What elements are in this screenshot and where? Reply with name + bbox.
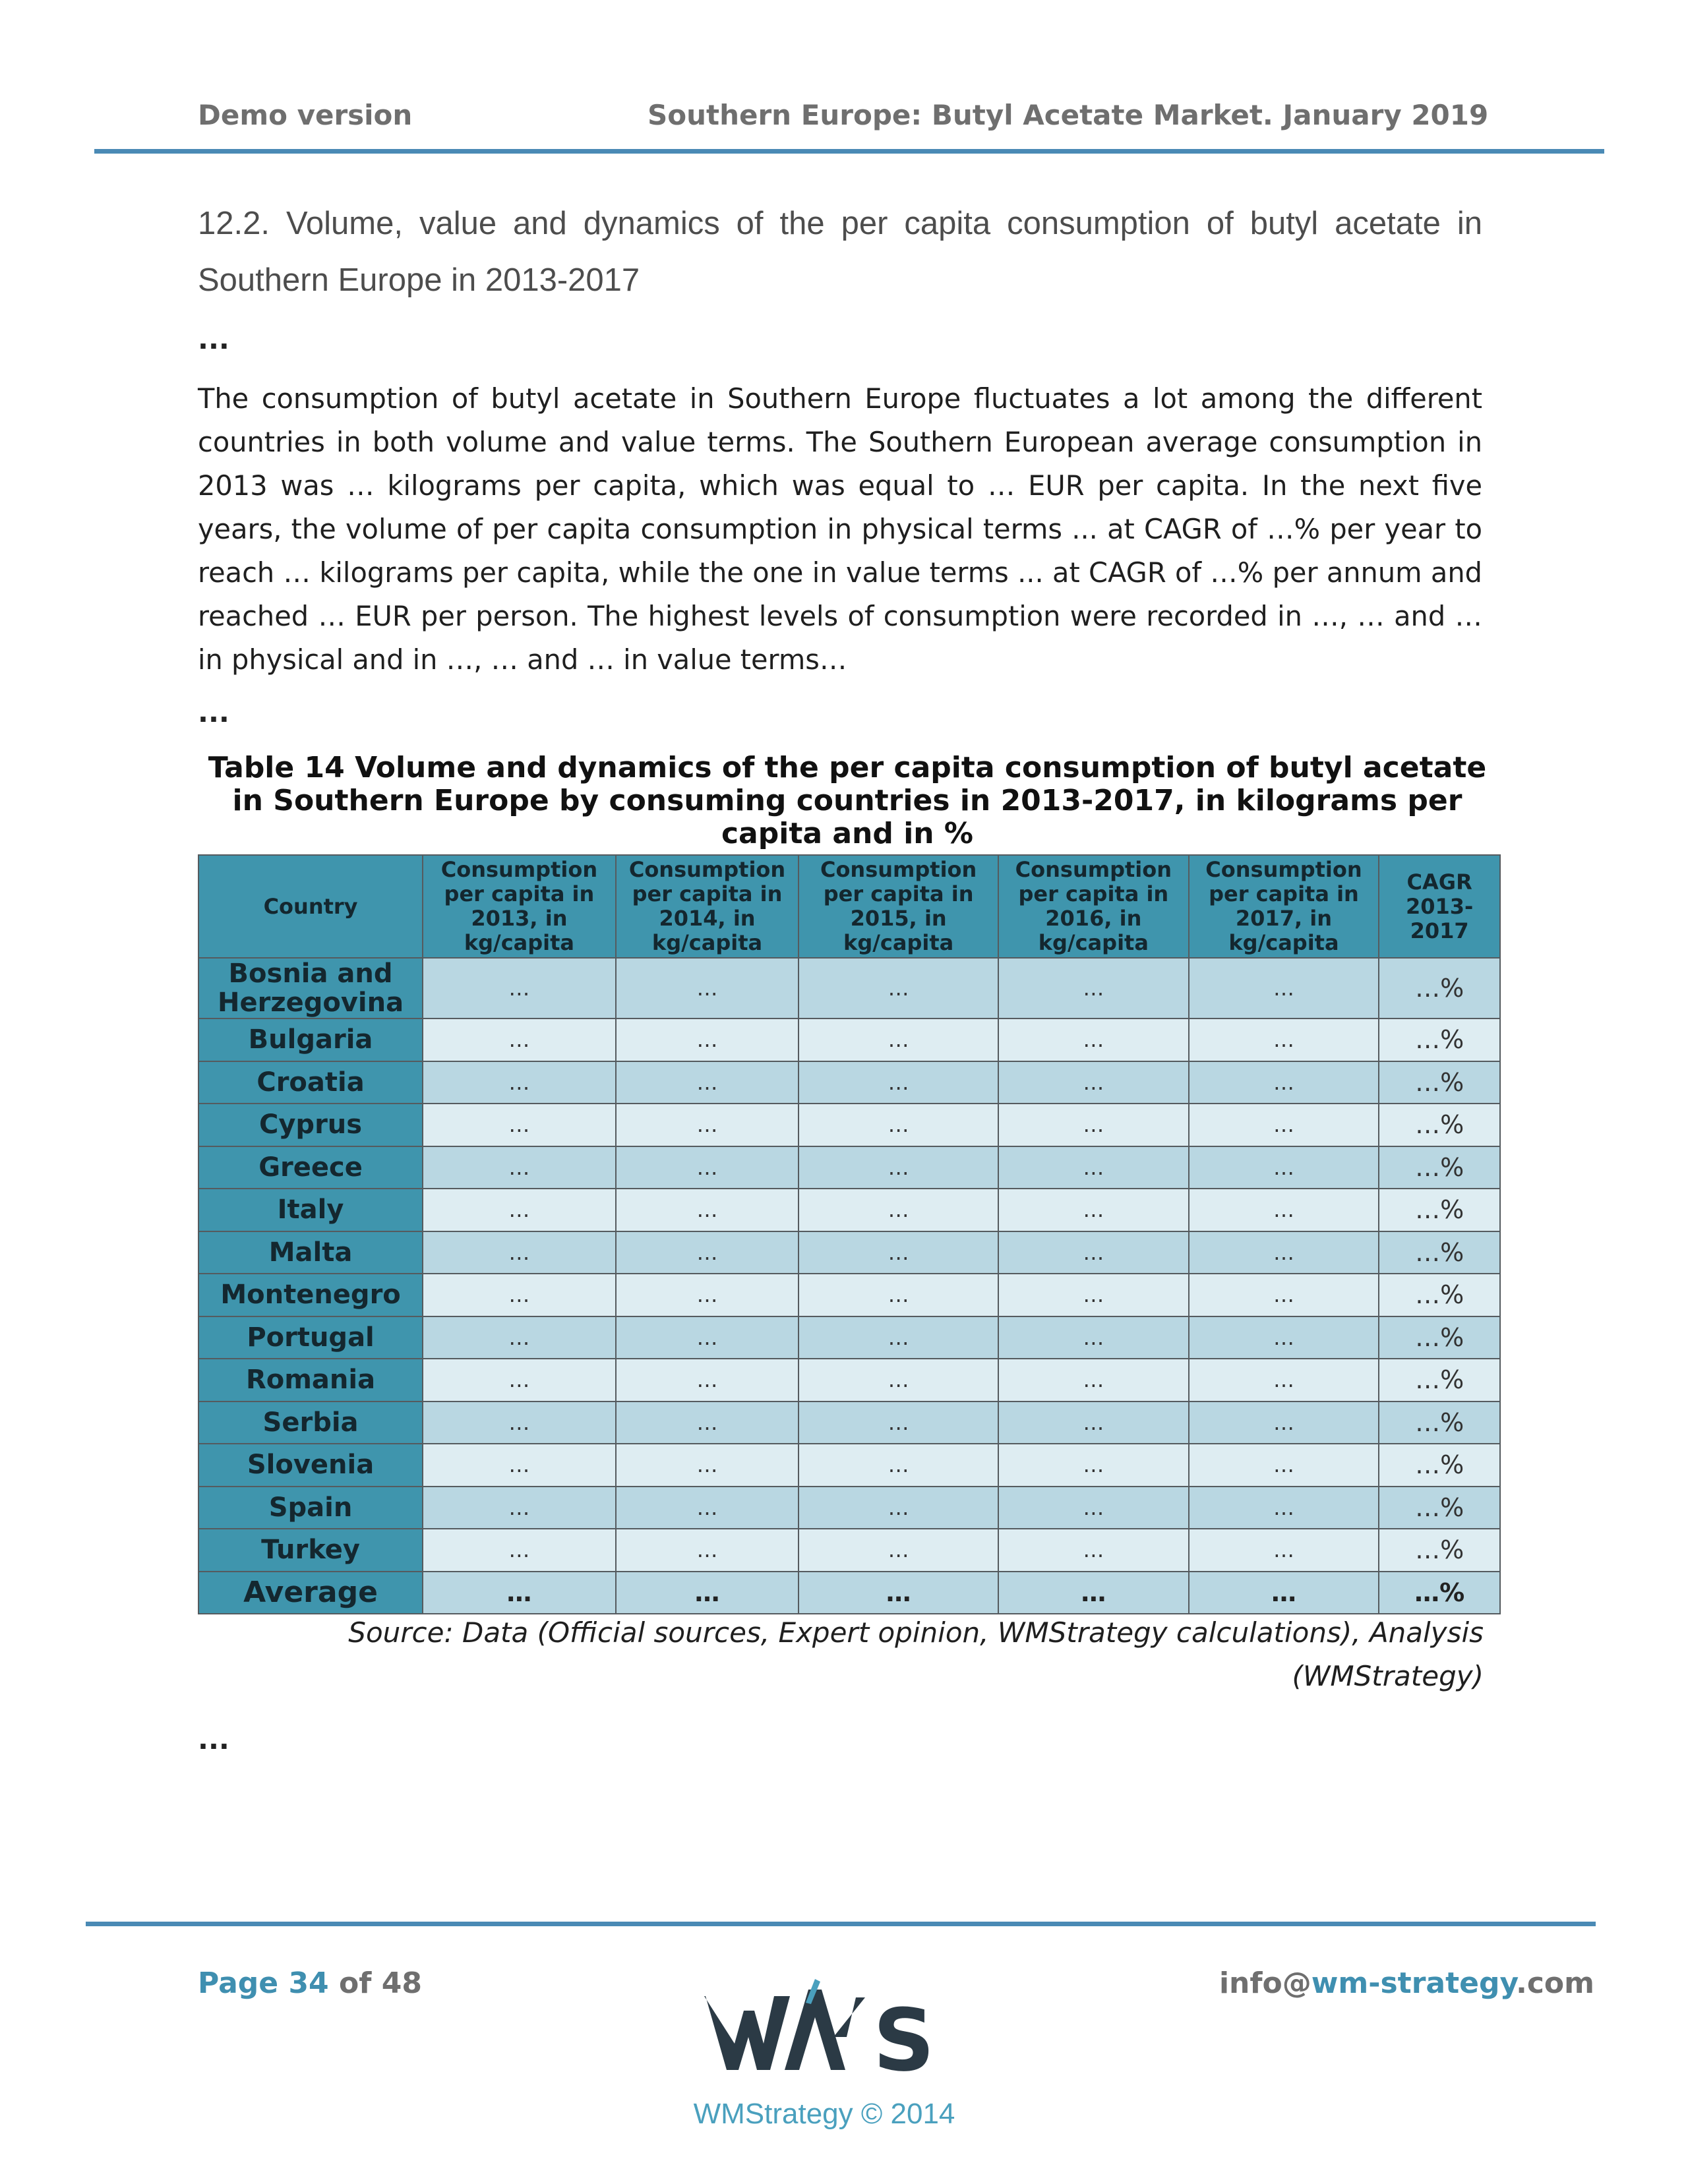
value-cell: … [998,1189,1189,1231]
page-total: 48 [381,1966,422,2000]
country-cell: Portugal [198,1316,423,1359]
table-row [198,958,1500,1018]
page-of: of [339,1966,372,2000]
value-cell: … [1189,1018,1379,1061]
country-cell: Turkey [198,1529,423,1572]
value-cell: … [799,1529,998,1572]
value-cell: … [423,958,616,1018]
cagr-cell: …% [1379,1189,1500,1231]
value-cell: … [1189,1529,1379,1572]
value-cell: … [616,1444,799,1487]
value-cell: … [1189,1487,1379,1529]
logo-caption: WMStrategy © 2014 [693,2098,955,2130]
country-cell: Slovenia [198,1444,423,1487]
value-cell: … [423,1189,616,1231]
country-cell: Greece [198,1146,423,1189]
table-row [198,1487,1500,1529]
table-header-row [198,855,1500,958]
page-word: Page [198,1966,279,2000]
value-cell: … [616,1529,799,1572]
section-heading: 12.2. Volume, value and dynamics of the per capita consumption of butyl acetate in Southern Europe in 2013-2017 [198,206,1482,298]
value-cell: … [616,1104,799,1146]
value-cell: … [616,1572,799,1614]
value-cell: … [423,1018,616,1061]
value-cell: … [1189,1104,1379,1146]
value-cell: … [1189,1316,1379,1359]
value-cell: … [998,1444,1189,1487]
value-cell: … [1189,1274,1379,1316]
header-cagr: CAGR 2013-2017 [1379,855,1500,958]
value-cell: … [423,1061,616,1104]
table-row [198,1189,1500,1231]
page-number [198,1966,422,2000]
body-paragraph: The consumption of butyl acetate in Southern Europe fluctuates a lot among the different countries in both volume and value terms. The Southern European average consumption in 2013 was … kilograms per capita, which was equal to … EUR per capita. In the next five years, the volume of per capita consumption in physical terms ... at CAGR of …% per year to reach … kilograms per capita, while the one in value terms ... at CAGR of …% per annum and reached … EUR per person. The highest levels of consumption were recorded in …, … and … in physical and in …, … and … in value terms… [198,382,1482,676]
table-source: Source: Data (Official sources, Expert opinion, WMStrategy calculations), Analysis (WMStrategy) [348,1616,1484,1692]
country-cell: Croatia [198,1061,423,1104]
value-cell: … [616,1316,799,1359]
value-cell: … [1189,1189,1379,1231]
cagr-cell: …% [1379,1572,1500,1614]
header-2013: Consumption per capita in 2013, in kg/capita [423,855,616,958]
value-cell: … [799,1316,998,1359]
value-cell: … [616,1146,799,1189]
ellipsis-bottom: ... [198,1723,229,1756]
value-cell: … [616,1061,799,1104]
header-2014: Consumption per capita in 2014, in kg/capita [616,855,799,958]
value-cell: … [799,958,998,1018]
cagr-cell: …% [1379,1274,1500,1316]
table-row [198,1359,1500,1402]
header-report-title: Southern Europe: Butyl Acetate Market. January 2019 [648,99,1489,131]
value-cell: … [1189,1231,1379,1274]
value-cell: … [616,1487,799,1529]
cagr-cell: …% [1379,1444,1500,1487]
value-cell: … [1189,1444,1379,1487]
value-cell: … [1189,1061,1379,1104]
value-cell: … [1189,1146,1379,1189]
footer-divider [86,1922,1596,1926]
value-cell: … [423,1146,616,1189]
country-cell: Montenegro [198,1274,423,1316]
table-row [198,1316,1500,1359]
value-cell: … [998,958,1189,1018]
value-cell: … [998,1487,1189,1529]
header-2016: Consumption per capita in 2016, in kg/capita [998,855,1189,958]
value-cell: … [799,1231,998,1274]
value-cell: … [998,1529,1189,1572]
country-cell: Spain [198,1487,423,1529]
value-cell: … [423,1402,616,1444]
value-cell: … [423,1104,616,1146]
country-cell: Bosnia and Herzegovina [198,958,423,1018]
value-cell: … [799,1104,998,1146]
value-cell: … [998,1274,1189,1316]
ellipsis-top: ... [198,323,229,355]
country-cell: Serbia [198,1402,423,1444]
value-cell: … [616,1274,799,1316]
email-tld: .com [1516,1966,1594,2000]
page-current: 34 [288,1966,329,2000]
cagr-cell: …% [1379,1231,1500,1274]
contact-email[interactable] [1219,1966,1594,2000]
country-cell: Italy [198,1189,423,1231]
table-row [198,1146,1500,1189]
value-cell: … [423,1231,616,1274]
cagr-cell: …% [1379,1146,1500,1189]
header-demo-label: Demo version [198,99,413,131]
consumption-table [198,854,1501,1614]
value-cell: … [799,1359,998,1402]
table-row [198,1104,1500,1146]
table-caption: Table 14 Volume and dynamics of the per capita consumption of butyl acetate in Southern Europe by consuming countries in 2013-2017, in kilograms per capita and in % [208,751,1487,850]
value-cell: … [423,1529,616,1572]
value-cell: … [998,1572,1189,1614]
value-cell: … [423,1316,616,1359]
table-average-row [198,1572,1500,1614]
value-cell: … [998,1146,1189,1189]
table-row [198,1274,1500,1316]
value-cell: … [616,1402,799,1444]
value-cell: … [423,1572,616,1614]
header-2015: Consumption per capita in 2015, in kg/capita [799,855,998,958]
value-cell: … [423,1487,616,1529]
email-domain: wm-strategy [1311,1966,1517,2000]
ellipsis-middle: ... [198,696,229,728]
value-cell: … [1189,958,1379,1018]
value-cell: … [799,1018,998,1061]
cagr-cell: …% [1379,1061,1500,1104]
value-cell: … [799,1402,998,1444]
table-row [198,1402,1500,1444]
table-row [198,1061,1500,1104]
cagr-cell: …% [1379,1104,1500,1146]
header-2017: Consumption per capita in 2017, in kg/capita [1189,855,1379,958]
value-cell: … [799,1146,998,1189]
value-cell: … [799,1487,998,1529]
country-cell: Romania [198,1359,423,1402]
cagr-cell: …% [1379,1529,1500,1572]
table-row [198,1444,1500,1487]
cagr-cell: …% [1379,1018,1500,1061]
cagr-cell: …% [1379,1487,1500,1529]
value-cell: … [799,1444,998,1487]
country-cell: Malta [198,1231,423,1274]
value-cell: … [1189,1402,1379,1444]
value-cell: … [799,1274,998,1316]
country-cell: Cyprus [198,1104,423,1146]
table-row [198,1018,1500,1061]
table-row [198,1529,1500,1572]
cagr-cell: …% [1379,1316,1500,1359]
cagr-cell: …% [1379,1359,1500,1402]
value-cell: … [616,1018,799,1061]
value-cell: … [799,1189,998,1231]
value-cell: … [799,1061,998,1104]
value-cell: … [1189,1572,1379,1614]
value-cell: … [998,1402,1189,1444]
value-cell: … [799,1572,998,1614]
value-cell: … [998,1231,1189,1274]
value-cell: … [423,1444,616,1487]
value-cell: … [1189,1359,1379,1402]
country-cell: Bulgaria [198,1018,423,1061]
value-cell: … [998,1061,1189,1104]
value-cell: … [998,1018,1189,1061]
wms-logo [686,1971,963,2090]
email-user: info@ [1219,1966,1311,2000]
table-row [198,1231,1500,1274]
value-cell: … [998,1104,1189,1146]
cagr-cell: …% [1379,958,1500,1018]
cagr-cell: …% [1379,1402,1500,1444]
svg-text:S: S [873,1990,935,2090]
value-cell: … [616,1359,799,1402]
country-cell: Average [198,1572,423,1614]
header-country: Country [198,855,423,958]
value-cell: … [616,1231,799,1274]
header-divider [94,149,1604,154]
value-cell: … [998,1316,1189,1359]
value-cell: … [616,958,799,1018]
value-cell: … [423,1359,616,1402]
value-cell: … [998,1359,1189,1402]
value-cell: … [423,1274,616,1316]
value-cell: … [616,1189,799,1231]
